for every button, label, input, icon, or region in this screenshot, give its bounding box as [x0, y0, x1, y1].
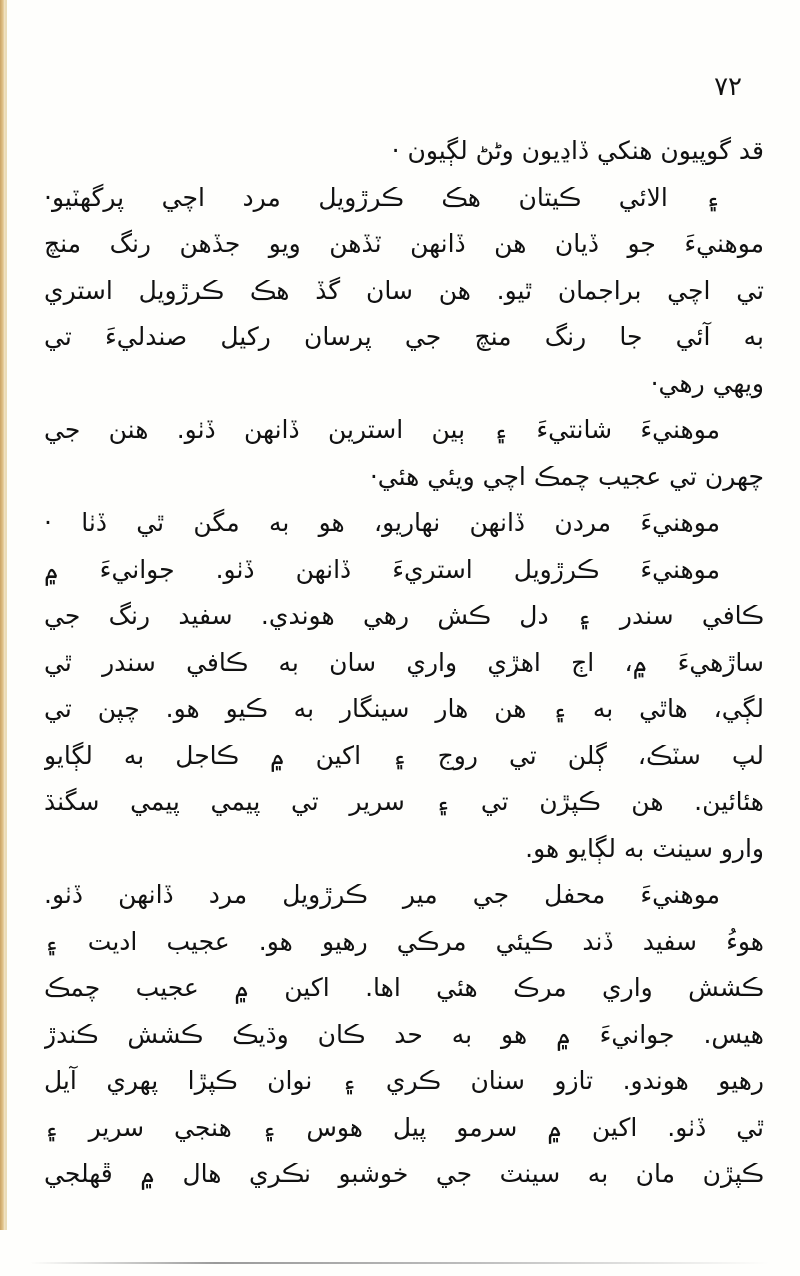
text-line: تي اچي براجمان ٿيو. هن سان گڏ هڪ ڪرڙويل استري [44, 275, 764, 305]
text-line: هوءُ سفيد ڏند ڪيئي مرڪي رهيو هو. عجيب اديت ۽ [44, 926, 764, 956]
text-line: موهنيءَ جو ڏيان هن ڏانهن ٽڏهن ويو جڏهن رنگ منچ [44, 229, 764, 258]
text-line: موهنيءَ ڪرڙويل استريءَ ڏانهن ڏٺو. جوانيءَ ۾ [44, 554, 720, 584]
text-line: چهرن تي عجيب چمڪ اچي ويئي هئي· [369, 461, 764, 491]
text-line: ڪشش واري مرڪ هئي اها. اکين ۾ عجيب چمڪ [44, 973, 764, 1002]
text-line: هئائين. هن ڪپڙن تي ۽ سرير تي پيمي پيمي سگنڌ [44, 787, 764, 816]
body-text [44, 128, 764, 1198]
text-line: موهنيءَ مردن ڏانهن نهاريو، هو به مگن ٿي ڏٺا · [44, 508, 720, 537]
text-line: ڪپڙن مان به سينٽ جي خوشبو نڪري هال ۾ ڦهلجي [44, 1159, 764, 1188]
text-line: ساڙهيءَ ۾، اڄ اهڙي واري سان به ڪافي سندر ٿي [44, 647, 764, 677]
text-line: ٿي ڏٺو. اکين ۾ سرمو پيل هوس ۽ هنجي سرير ۽ [44, 1112, 764, 1142]
text-line: رهيو هوندو. تازو سنان ڪري ۽ نوان ڪپڙا پهري آيل [44, 1066, 764, 1095]
text-line: موهنيءَ شانتيءَ ۽ ٻين استرين ڏانهن ڏٺو. هنن جي [44, 415, 720, 444]
text-line: ۽ الائي ڪيتان هڪ ڪرڙويل مرد اچي پرگهٽيو· [44, 182, 720, 212]
page-bottom-edge [30, 1262, 770, 1264]
page-number: ٧٢ [714, 72, 742, 102]
page-edge-highlight [5, 0, 7, 1230]
text-line: لپ سٽڪ، ڳلن تي روج ۽ اکين ۾ ڪاجل به لڳايو [44, 740, 764, 770]
text-line: ويهي رهي· [650, 368, 764, 398]
text-line: وارو سينٽ به لڳايو هو. [525, 833, 764, 863]
text-line: هيس. جوانيءَ ۾ هو به حد ڪان وڌيڪ ڪشش ڪندڙ [44, 1019, 764, 1049]
text-line: موهنيءَ محفل جي مير ڪرڙويل مرد ڏانهن ڏٺو. [44, 880, 720, 909]
text-line: ڪافي سندر ۽ دل ڪش رهي هوندي. سفيد رنگ جي [44, 601, 764, 630]
text-line: به آئي جا رنگ منچ جي پرسان رکيل صندليءَ تي [44, 322, 764, 351]
text-line: قد گوپيون هنکي ڏاڍيون وڻڻ لڳيون · [391, 136, 764, 165]
text-line: لڳي، هاٿي به ۽ هن هار سينگار به ڪيو هو. چپن تي [44, 694, 764, 723]
